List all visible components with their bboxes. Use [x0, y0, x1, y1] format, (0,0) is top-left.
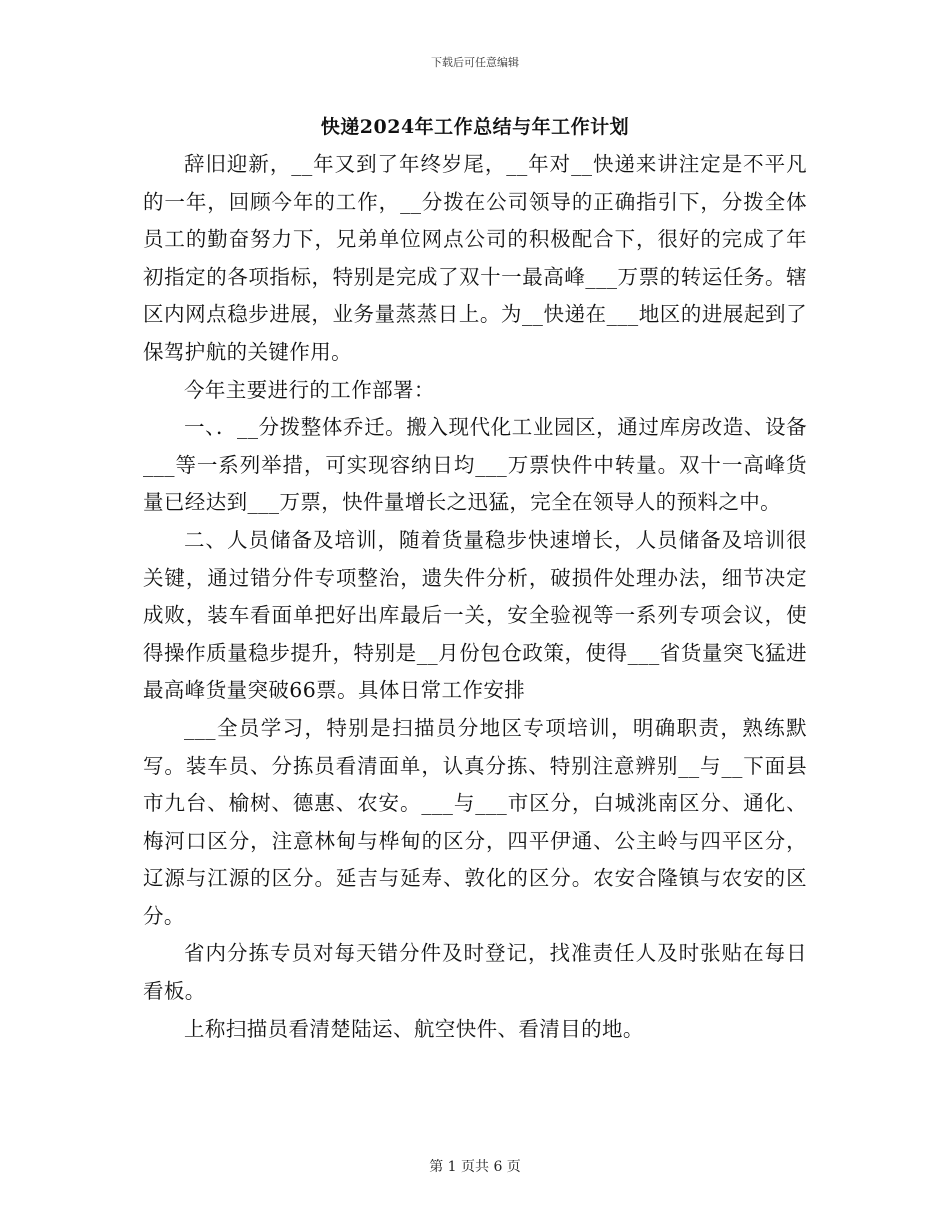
- paragraph-section-one: 一、．__分拨整体乔迁。搬入现代化工业园区，通过库房改造、设备___等一系列举措，可实现容纳日均___万票快件中转量。双十一高峰货量已经达到___万票，快件量增长之迅猛，完全在领导人的预料之中。: [143, 415, 807, 515]
- paragraph-intro: 辞旧迎新，__年又到了年终岁尾，__年对__快递来讲注定是不平凡的一年，回顾今年的工作，__分拨在公司领导的正确指引下，分拨全体员工的勤奋努力下，兄弟单位网点公司的积极配合下，很好的完成了年初指定的各项指标，特别是完成了双十一最高峰___万票的转运任务。辖区内网点稳步进展，业务量蒸蒸日上。为__快递在___地区的进展起到了保驾护航的关键作用。: [143, 152, 807, 364]
- page-header-note: 下载后可任意编辑: [431, 56, 519, 69]
- paragraph-sorting-registration: 省内分拣专员对每天错分件及时登记，找准责任人及时张贴在每日看板。: [143, 941, 807, 1004]
- paragraph-scanning: 上称扫描员看清楚陆运、航空快件、看清目的地。: [184, 1016, 644, 1041]
- paragraph-work-overview: 今年主要进行的工作部署：: [184, 377, 435, 402]
- paragraph-staff-training: ___全员学习，特别是扫描员分地区专项培训，明确职责，熟练默写。装车员、分拣员看清面单，认真分拣、特别注意辨别__与__下面县市九台、榆树、德惠、农安。___与___市区分，白城洮南区分、通化、梅河口区分，注意林甸与桦甸的区分，四平伊通、公主岭与四平区分，辽源与江源的区分。延吉与延寿、敦化的区分。农安合隆镇与农安的区分。: [143, 715, 807, 928]
- document-title: 快递2024年工作总结与年工作计划: [320, 116, 630, 138]
- document-body: [143, 146, 807, 1048]
- paragraph-section-two: 二、人员储备及培训，随着货量稳步快速增长，人员储备及培训很关键，通过错分件专项整治，遗失件分析，破损件处理办法，细节决定成败，装车看面单把好出库最后一关，安全验视等一系列专项会议，使得操作质量稳步提升，特别是__月份包仓政策，使得___省货量突飞猛进最高峰货量突破66票。具体日常工作安排: [143, 527, 807, 703]
- page-footer-number: 第 1 页共 6 页: [429, 1159, 521, 1175]
